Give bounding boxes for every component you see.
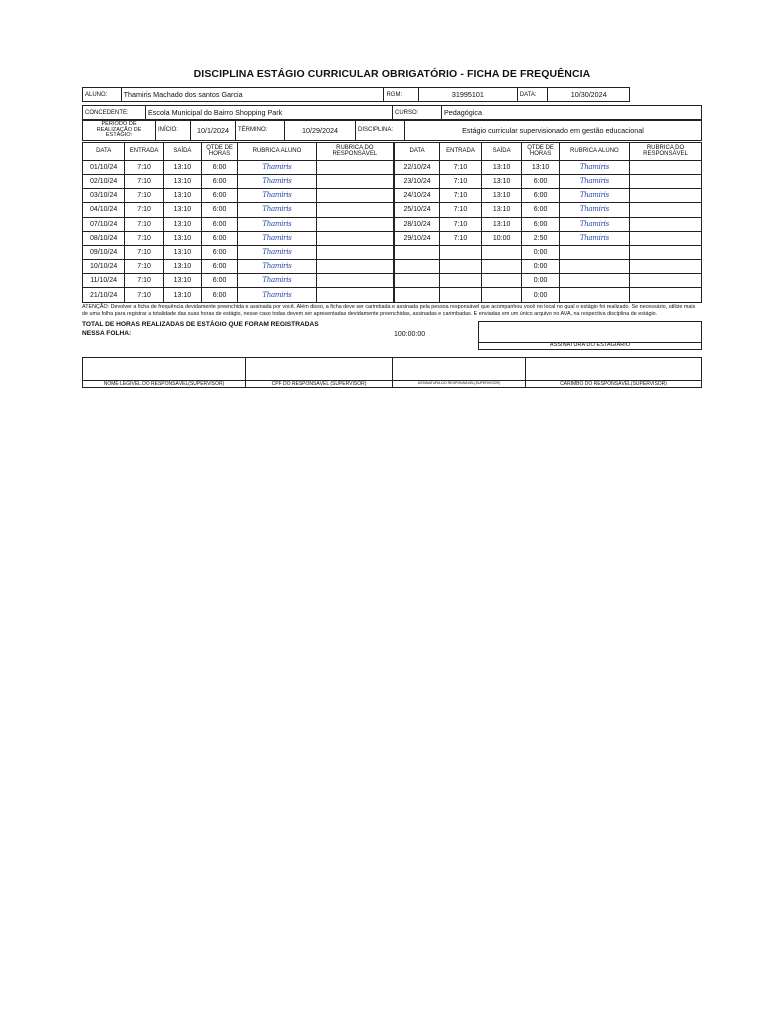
disciplina-label: DISCIPLINA: xyxy=(356,121,405,141)
supervisor-signature-box xyxy=(393,358,526,381)
responsible-signature xyxy=(629,245,701,259)
header-table xyxy=(82,87,630,102)
column-header: DATA xyxy=(83,142,125,160)
table-row xyxy=(83,231,394,245)
student-signature xyxy=(559,260,629,274)
supervisor-cpf-caption: CPF DO RESPONSÁVEL (SUPERVISOR) xyxy=(246,381,393,388)
total-label-line2: NESSA FOLHA: xyxy=(82,329,132,337)
termino-label: TÉRMINO: xyxy=(236,121,285,141)
student-signature: Thamiris xyxy=(238,217,316,231)
cell-saida: 13:10 xyxy=(163,260,201,274)
concedente-label: CONCEDENTE: xyxy=(83,106,146,120)
student-signature: Thamiris xyxy=(238,160,316,174)
column-header: RUBRICA ALUNO xyxy=(559,142,629,160)
responsible-signature xyxy=(316,245,393,259)
column-header: QTDE DE HORAS xyxy=(201,142,237,160)
cell-data xyxy=(395,288,440,302)
student-signature: Thamiris xyxy=(238,274,316,288)
cell-horas: 6:00 xyxy=(201,245,237,259)
column-header: RUBRICA ALUNO xyxy=(238,142,316,160)
student-signature: Thamiris xyxy=(559,231,629,245)
cell-horas: 0:00 xyxy=(522,274,559,288)
concedente-value: Escola Municipal do Bairro Shopping Park xyxy=(146,106,393,120)
aluno-label: ALUNO: xyxy=(83,88,122,102)
responsible-signature xyxy=(629,160,701,174)
cell-data: 22/10/24 xyxy=(395,160,440,174)
table-row xyxy=(395,231,702,245)
cell-data: 25/10/24 xyxy=(395,203,440,217)
supervisor-cpf-box xyxy=(246,358,393,381)
cell-data: 07/10/24 xyxy=(83,217,125,231)
inicio-label: INÍCIO: xyxy=(156,121,191,141)
table-row xyxy=(83,274,394,288)
cell-saida: 13:10 xyxy=(163,245,201,259)
disciplina-value: Estágio curricular supervisionado em gestão educacional xyxy=(405,121,702,141)
table-row xyxy=(83,174,394,188)
cell-data: 01/10/24 xyxy=(83,160,125,174)
table-row xyxy=(395,160,702,174)
student-signature: Thamiris xyxy=(238,189,316,203)
periodo-table xyxy=(82,120,702,141)
responsible-signature xyxy=(629,260,701,274)
cell-horas: 2:50 xyxy=(522,231,559,245)
column-header-row xyxy=(83,142,394,160)
cell-entrada: 7:10 xyxy=(440,203,482,217)
supervisor-name-caption: NOME LEGÍVEL DO RESPONSÁVEL(SUPERVISOR) xyxy=(83,381,246,388)
concedente-table xyxy=(82,105,702,120)
inicio-value: 10/1/2024 xyxy=(191,121,236,141)
table-row xyxy=(83,203,394,217)
table-row xyxy=(395,260,702,274)
cell-data: 24/10/24 xyxy=(395,189,440,203)
table-row xyxy=(395,245,702,259)
termino-value: 10/29/2024 xyxy=(285,121,356,141)
attendance-table-right xyxy=(394,142,702,303)
periodo-label: PERÍODO DE REALIZAÇÃO DE ESTÁGIO: xyxy=(83,121,156,141)
curso-label: CURSO: xyxy=(393,106,442,120)
cell-saida xyxy=(481,274,522,288)
cell-horas: 6:00 xyxy=(201,274,237,288)
student-signature: Thamiris xyxy=(238,245,316,259)
cell-horas: 6:00 xyxy=(201,189,237,203)
cell-saida: 13:10 xyxy=(163,160,201,174)
cell-entrada: 7:10 xyxy=(440,160,482,174)
cell-horas: 6:00 xyxy=(201,260,237,274)
cell-entrada: 7:10 xyxy=(125,260,164,274)
student-signature xyxy=(559,288,629,302)
cell-entrada: 7:10 xyxy=(440,174,482,188)
table-row xyxy=(395,217,702,231)
cell-saida: 13:10 xyxy=(163,288,201,302)
student-signature: Thamiris xyxy=(559,174,629,188)
responsible-signature xyxy=(316,203,393,217)
cell-data: 29/10/24 xyxy=(395,231,440,245)
responsible-signature xyxy=(316,160,393,174)
column-header: RUBRICA DO RESPONSÁVEL xyxy=(316,142,393,160)
total-label xyxy=(82,321,372,337)
student-signature xyxy=(559,274,629,288)
student-signature xyxy=(559,245,629,259)
cell-data: 21/10/24 xyxy=(83,288,125,302)
cell-data: 03/10/24 xyxy=(83,189,125,203)
cell-saida xyxy=(481,260,522,274)
cell-saida: 13:10 xyxy=(481,189,522,203)
cell-entrada xyxy=(440,260,482,274)
student-signature: Thamiris xyxy=(559,160,629,174)
cell-saida: 13:10 xyxy=(163,274,201,288)
total-hours-value: 100:00:00 xyxy=(394,331,426,339)
column-header: SAÍDA xyxy=(481,142,522,160)
attendance-form xyxy=(82,68,702,388)
cell-saida: 13:10 xyxy=(481,203,522,217)
cell-entrada: 7:10 xyxy=(440,189,482,203)
cell-data: 09/10/24 xyxy=(83,245,125,259)
student-signature: Thamiris xyxy=(238,203,316,217)
cell-horas: 6:00 xyxy=(201,231,237,245)
table-row xyxy=(83,245,394,259)
column-header: QTDE DE HORAS xyxy=(522,142,559,160)
cell-saida: 13:10 xyxy=(163,174,201,188)
cell-horas: 0:00 xyxy=(522,245,559,259)
student-signature: Thamiris xyxy=(238,174,316,188)
student-signature: Thamiris xyxy=(559,217,629,231)
cell-saida xyxy=(481,288,522,302)
rgm-value: 31995101 xyxy=(418,88,517,102)
cell-horas: 0:00 xyxy=(522,260,559,274)
responsible-signature xyxy=(629,217,701,231)
data-value: 10/30/2024 xyxy=(548,88,630,102)
cell-entrada: 7:10 xyxy=(125,203,164,217)
cell-entrada: 7:10 xyxy=(125,160,164,174)
curso-value: Pedagógica xyxy=(442,106,702,120)
cell-saida: 13:10 xyxy=(481,174,522,188)
cell-saida: 13:10 xyxy=(163,203,201,217)
cell-entrada: 7:10 xyxy=(440,217,482,231)
attendance-grid xyxy=(82,142,702,304)
cell-entrada xyxy=(440,245,482,259)
cell-entrada: 7:10 xyxy=(125,231,164,245)
cell-saida: 13:10 xyxy=(163,231,201,245)
cell-saida: 10:00 xyxy=(481,231,522,245)
cell-data: 02/10/24 xyxy=(83,174,125,188)
cell-horas: 6:00 xyxy=(201,203,237,217)
supervisor-table xyxy=(82,357,702,388)
table-row xyxy=(395,174,702,188)
cell-horas: 6:00 xyxy=(522,217,559,231)
table-row xyxy=(83,217,394,231)
total-section xyxy=(82,321,702,355)
responsible-signature xyxy=(316,174,393,188)
responsible-signature xyxy=(316,260,393,274)
data-label: DATA: xyxy=(517,88,548,102)
cell-saida: 13:10 xyxy=(163,189,201,203)
total-label-line1: TOTAL DE HORAS REALIZADAS DE ESTÁGIO QUE FORAM REGISTRADAS xyxy=(82,321,319,329)
cell-horas: 6:00 xyxy=(522,203,559,217)
cell-data xyxy=(395,260,440,274)
responsible-signature xyxy=(629,288,701,302)
cell-horas: 6:00 xyxy=(201,217,237,231)
rgm-label: RGM: xyxy=(384,88,419,102)
supervisor-stamp-box xyxy=(526,358,702,381)
cell-entrada: 7:10 xyxy=(125,288,164,302)
form-title: DISCIPLINA ESTÁGIO CURRICULAR OBRIGATÓRIO - FICHA DE FREQUÊNCIA xyxy=(193,68,591,80)
cell-data: 08/10/24 xyxy=(83,231,125,245)
cell-entrada: 7:10 xyxy=(125,274,164,288)
cell-data: 28/10/24 xyxy=(395,217,440,231)
table-row xyxy=(83,160,394,174)
column-header: RUBRICA DO RESPONSÁVEL xyxy=(629,142,701,160)
table-row xyxy=(83,288,394,302)
table-row xyxy=(395,189,702,203)
student-signature: Thamiris xyxy=(238,260,316,274)
cell-entrada: 7:10 xyxy=(125,245,164,259)
notice-text: ATENÇÃO: Devolver a ficha de frequência devidamente preenchida e assinada por você. Além disso, a ficha deve ser carimbada e assinada pela pessoa responsável que acompanhou você no local no qual o estágio foi realizado. Se necessário, utilize mais de uma folha para registrar a totalidade das suas horas de estágio, nesse caso todas devem ser apresentadas devidamente preenchidas, assinadas e carimbadas. E enviadas em um único arquivo no AVA, na respectiva disciplina de estágio. xyxy=(82,303,696,317)
cell-horas: 13:10 xyxy=(522,160,559,174)
student-signature: Thamiris xyxy=(559,203,629,217)
student-signature: Thamiris xyxy=(238,231,316,245)
responsible-signature xyxy=(316,288,393,302)
column-header: ENTRADA xyxy=(440,142,482,160)
aluno-value: Thamiris Machado dos santos Garcia xyxy=(121,88,384,102)
column-header: DATA xyxy=(395,142,440,160)
cell-horas: 6:00 xyxy=(522,174,559,188)
responsible-signature xyxy=(629,203,701,217)
cell-saida xyxy=(481,245,522,259)
responsible-signature xyxy=(316,217,393,231)
table-row xyxy=(83,260,394,274)
column-header: ENTRADA xyxy=(125,142,164,160)
cell-horas: 6:00 xyxy=(201,160,237,174)
responsible-signature xyxy=(316,189,393,203)
intern-signature-caption: ASSINATURA DO ESTAGIÁRIO xyxy=(478,341,702,350)
cell-data: 11/10/24 xyxy=(83,274,125,288)
cell-data: 23/10/24 xyxy=(395,174,440,188)
responsible-signature xyxy=(316,274,393,288)
column-header-row xyxy=(395,142,702,160)
cell-data: 04/10/24 xyxy=(83,203,125,217)
supervisor-signature-caption: ASSINATURA DO RESPONSÁVEL(SUPERVISOR) xyxy=(393,381,526,388)
cell-entrada xyxy=(440,288,482,302)
cell-saida: 13:10 xyxy=(481,160,522,174)
cell-entrada: 7:10 xyxy=(125,217,164,231)
cell-data xyxy=(395,274,440,288)
cell-entrada: 7:10 xyxy=(125,174,164,188)
responsible-signature xyxy=(629,231,701,245)
table-row xyxy=(395,203,702,217)
cell-saida: 13:10 xyxy=(481,217,522,231)
intern-signature-box xyxy=(478,321,702,343)
supervisor-name-box xyxy=(83,358,246,381)
supervisor-stamp-caption: CARIMBO DO RESPONSÁVEL(SUPERVISOR) xyxy=(526,381,702,388)
cell-horas: 0:00 xyxy=(522,288,559,302)
cell-entrada: 7:10 xyxy=(125,189,164,203)
cell-data: 10/10/24 xyxy=(83,260,125,274)
table-row xyxy=(395,274,702,288)
responsible-signature xyxy=(629,174,701,188)
responsible-signature xyxy=(316,231,393,245)
cell-data xyxy=(395,245,440,259)
attendance-table-left xyxy=(82,142,394,303)
cell-horas: 6:00 xyxy=(201,288,237,302)
cell-entrada: 7:10 xyxy=(440,231,482,245)
cell-horas: 6:00 xyxy=(522,189,559,203)
column-header: SAÍDA xyxy=(163,142,201,160)
cell-saida: 13:10 xyxy=(163,217,201,231)
cell-entrada xyxy=(440,274,482,288)
cell-horas: 6:00 xyxy=(201,174,237,188)
responsible-signature xyxy=(629,274,701,288)
student-signature: Thamiris xyxy=(559,189,629,203)
student-signature: Thamiris xyxy=(238,288,316,302)
table-row xyxy=(83,189,394,203)
table-row xyxy=(395,288,702,302)
responsible-signature xyxy=(629,189,701,203)
